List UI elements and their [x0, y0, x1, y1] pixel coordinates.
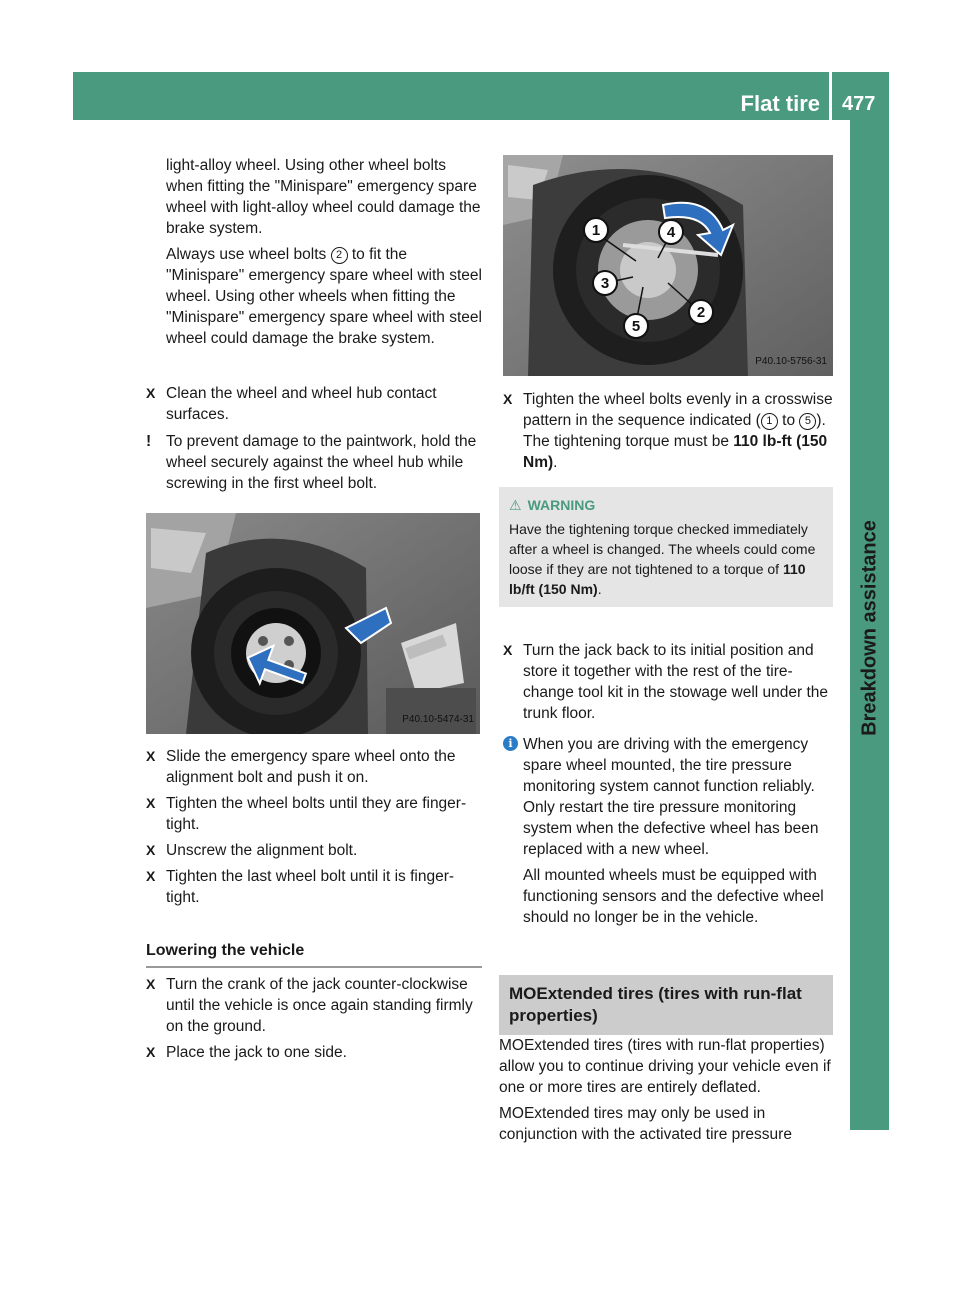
step-marker-icon: X: [503, 642, 513, 658]
step-marker-icon: X: [146, 842, 156, 858]
section-side-label: Breakdown assistance: [858, 520, 880, 736]
warning-text: Have the tightening torque checked immediately after a wheel is changed. The wheels could come loose if they are not tightened to a torque of 110 lb/ft (150 Nm).: [509, 521, 816, 597]
header-separator: [829, 72, 832, 120]
note: ! To prevent damage to the paintwork, hold the wheel securely against the wheel hub while screwing in the first wheel bolt.: [146, 433, 477, 492]
list-item: X Tighten the wheel bolts until they are finger-tight.: [146, 795, 467, 833]
spare-wheel-illustration: [146, 513, 480, 734]
paragraph: Always use wheel bolts 2 to fit the "Minispare" emergency spare wheel with steel wheel. Using other wheels when fitting the "Minispare" emergency spare wheel with steel wheel could damage the brake system.: [166, 246, 482, 347]
list-item: X Unscrew the alignment bolt.: [146, 842, 358, 859]
figure-spare-wheel-mount: [146, 513, 480, 734]
section-heading: Lowering the vehicle: [146, 940, 482, 968]
section-heading: MOExtended tires (tires with run-flat properties): [509, 984, 802, 1025]
section-heading-box: [499, 975, 833, 1035]
callout-number: 1: [761, 413, 778, 430]
callout-number: 5: [799, 413, 816, 430]
figure-caption: P40.10-5474-31: [402, 714, 474, 725]
callout-label: 1: [591, 222, 601, 239]
caution-mark-icon: !: [146, 433, 152, 450]
info-note: i When you are driving with the emergency spare wheel mounted, the tire pressure monitoring system cannot function reliably. Only restart the tire pressure monitoring system when the defective wheel has been replaced with a new wheel. All mounted wheels must be equipped with functioning sensors and the defective wheel should no longer be in the vehicle.: [503, 734, 835, 928]
list-item: X Turn the crank of the jack counter-clockwise until the vehicle is once again standing firmly on the ground.: [146, 976, 473, 1035]
paragraph: MOExtended tires may only be used in conjunction with the activated tire pressure: [499, 1105, 792, 1143]
warning-box: [499, 487, 833, 607]
bolt-sequence-illustration: [503, 155, 833, 376]
list-item: X Tighten the last wheel bolt until it is finger-tight.: [146, 868, 455, 906]
figure-caption: P40.10-5756-31: [755, 356, 827, 367]
left-column-top: [166, 155, 482, 354]
step-marker-icon: X: [146, 868, 156, 884]
warning-triangle-icon: ⚠: [509, 497, 522, 513]
callout-label: 4: [666, 224, 676, 241]
right-steps-2: [503, 640, 835, 933]
step-marker-icon: X: [146, 748, 156, 764]
step-marker-icon: X: [146, 976, 156, 992]
callout-number: 2: [331, 247, 348, 264]
right-step-1: [503, 389, 835, 478]
figure-bolt-sequence: [503, 155, 833, 376]
info-icon: i: [503, 736, 518, 751]
left-column-steps-2: [146, 746, 482, 913]
step-marker-icon: X: [146, 385, 156, 401]
page-number: 477: [842, 93, 876, 115]
callout-label: 2: [696, 304, 706, 321]
left-column-steps: [146, 383, 482, 499]
list-item: X Place the jack to one side.: [146, 1044, 347, 1061]
paragraph: light-alloy wheel. Using other wheel bolts when fitting the "Minispare" emergency spare wheel with light-alloy wheel could damage the brake system.: [166, 157, 481, 237]
step-marker-icon: X: [146, 795, 156, 811]
warning-title: ⚠ WARNING: [509, 497, 596, 513]
lowering-steps: [146, 974, 482, 1068]
list-item: X Turn the jack back to its initial position and store it together with the rest of the tire-change tool kit in the stowage well under the trunk floor.: [503, 642, 829, 722]
page-title: Flat tire: [740, 91, 820, 116]
callout-label: 5: [631, 318, 641, 335]
lowering-section: [146, 940, 482, 968]
paragraph: MOExtended tires (tires with run-flat properties) allow you to continue driving your vehicle even if one or more tires are entirely deflated.: [499, 1037, 831, 1096]
step-marker-icon: X: [146, 1044, 156, 1060]
callout-label: 3: [600, 275, 610, 292]
list-item: X Clean the wheel and wheel hub contact surfaces.: [146, 385, 437, 423]
right-body: [499, 1035, 835, 1150]
step-marker-icon: X: [503, 391, 513, 407]
list-item: X Tighten the wheel bolts evenly in a crosswise pattern in the sequence indicated ( 1 to 5 ). The tightening torque must be 110 lb-ft (150 Nm).: [503, 391, 833, 471]
list-item: X Slide the emergency spare wheel onto the alignment bolt and push it on.: [146, 748, 456, 786]
